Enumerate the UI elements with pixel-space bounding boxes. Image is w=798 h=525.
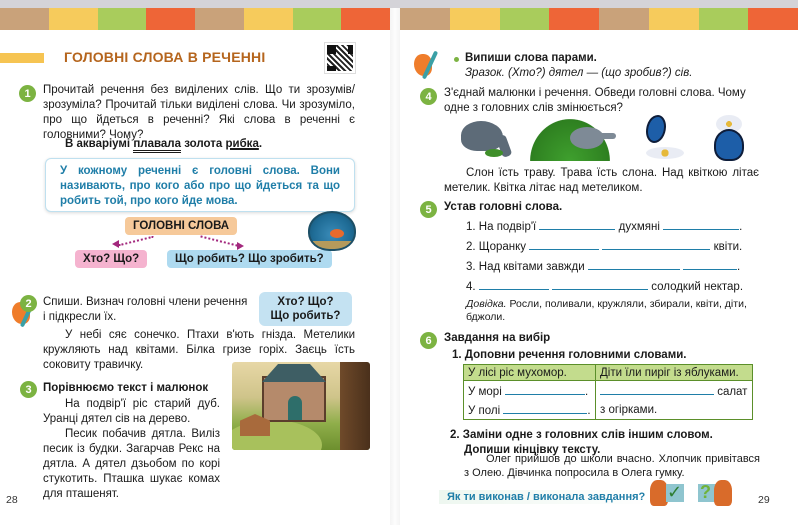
table-cell-text: салат (717, 386, 748, 398)
task-6-instruction: Завдання на вибір (444, 332, 551, 344)
fish-icon (330, 229, 344, 238)
oak-tree-icon (340, 362, 370, 450)
example-middle: золота (181, 138, 226, 150)
left-color-stripe (0, 8, 390, 30)
answer-blank[interactable] (602, 238, 710, 250)
line-text: солодкий нектар. (651, 281, 744, 293)
table-cell-text: У морі (468, 386, 502, 398)
task-3-para-1: На подвір'ї ріс старий дуб. Уранці дятел сів на дерево. (43, 398, 220, 425)
question-icon[interactable]: ? (696, 480, 740, 506)
right-color-stripe (400, 8, 798, 30)
bullet-icon (454, 57, 459, 62)
line-text: духмяні (618, 221, 660, 233)
hint-label: Довідка. (466, 298, 507, 310)
task-3-badge: 3 (20, 381, 37, 398)
arrowhead-left-icon (112, 240, 119, 248)
task-3-para-2: Песик побачив дятла. Виліз песик із будки. Загарчав Рекс на дятла. А дятел дзьобом по корі стукотить. Пташка шукає комах для пташенят. (43, 428, 220, 500)
page-title: ГОЛОВНІ СЛОВА В РЕЧЕННІ (64, 49, 266, 65)
answer-blank[interactable] (529, 238, 599, 250)
writing-task-icon (414, 50, 438, 82)
task-5-line-4 (466, 278, 756, 295)
line-text: Над квітами завжди (478, 261, 585, 273)
answer-blank[interactable] (663, 218, 739, 230)
write-pairs-sample (465, 66, 692, 81)
example-predicate: плавала (133, 138, 181, 153)
fishbowl-illustration (308, 211, 356, 251)
answer-blank[interactable] (683, 258, 737, 270)
completion-table (463, 364, 753, 420)
sample-text: (Хто?) дятел — (що зробив?) сів. (504, 67, 693, 79)
line-number: 3. (466, 261, 476, 273)
task-1-badge: 1 (19, 85, 36, 102)
task-1-instruction: Прочитай речення без виділених слів. Що ти зрозумів/зрозуміла? Прочитай тільки виділені слова. Чи зрозуміло, про що йдеться в реченні? Які слова в реченні є головними? Чому? (43, 84, 355, 141)
example-subject: рибка (225, 138, 259, 150)
hint-line-2: Що робить? (270, 310, 341, 322)
line-text: квіти. (713, 241, 743, 253)
flower-over-butterfly-picture[interactable] (710, 115, 750, 163)
answer-blank[interactable] (505, 383, 585, 395)
task-4-text: Слон їсть траву. Трава їсть слона. Над квіткою літає метелик. Квітка літає над метеликом. (444, 167, 759, 194)
task-1-example (65, 137, 262, 152)
task-6-text: Олег прийшов до школи вчасно. Хлопчик привітався з Олею. Дівчинка попросила в Олега гумку. (464, 453, 760, 479)
task-2-text: У небі сяє сонечко. Птахи в'ють гнізда. Метелики кружляють над квітами. Білка гризе горіх. Заєць їсть соковиту травичку. (43, 329, 355, 371)
task-5-line-3 (466, 258, 756, 275)
check-icon[interactable]: ✓ (650, 480, 694, 506)
task-6-sub-1: 1. Доповни речення головними словами. (452, 349, 687, 361)
sample-label: Зразок. (465, 67, 505, 79)
table-header: Діти їли пиріг із яблуками. (595, 365, 752, 381)
task-4-badge: 4 (420, 88, 437, 105)
left-page (0, 30, 390, 525)
predicate-questions: Що робить? Що зробить? (167, 250, 332, 268)
table-row: У морі . салат (464, 381, 753, 401)
line-text: . (739, 221, 743, 233)
self-check-label: Як ти виконав / виконала завдання? (439, 490, 653, 504)
line-number: 1. (466, 221, 476, 233)
line-text: . (737, 261, 741, 273)
book-gutter (390, 8, 400, 525)
task-2-badge: 2 (20, 295, 37, 312)
arrowhead-right-icon (237, 242, 244, 250)
butterfly-over-flower-picture[interactable] (640, 115, 690, 161)
task-5-instruction: Устав головні слова. (444, 201, 563, 213)
task-2-instruction: Спиши. Визнач головні члени речення і підкресли їх. (43, 296, 248, 323)
main-words-label: ГОЛОВНІ СЛОВА (125, 217, 237, 235)
task-5-line-2 (466, 238, 756, 255)
task-4-instruction: З'єднай малюнки і речення. Обведи головні слова. Чому одне з головних слів змінюється? (444, 87, 746, 114)
grass-eating-elephant-picture[interactable] (530, 115, 622, 161)
answer-blank[interactable] (479, 278, 549, 290)
task-6-sub-2: 2. Заміни одне з головних слів іншим словом. Допиши кінцівку тексту. (450, 429, 713, 456)
example-prefix: В акваріумі (65, 138, 134, 150)
write-pairs-instruction: Випиши слова парами. (465, 52, 597, 64)
page-number-left: 28 (6, 494, 18, 506)
subject-questions: Хто? Що? (75, 250, 147, 268)
line-text: Щоранку (478, 241, 527, 253)
task-4-pictures (455, 115, 745, 163)
example-suffix: . (258, 138, 263, 150)
task-6-badge: 6 (420, 332, 437, 349)
table-row: У полі . з огірками. (464, 400, 753, 420)
task-3-instruction: Порівнюємо текст і малюнок (43, 382, 209, 394)
yard-illustration (232, 362, 370, 450)
task-5-hint (466, 298, 761, 324)
answer-blank[interactable] (539, 218, 615, 230)
hint-line-1: Хто? Що? (277, 296, 334, 308)
rule-box: У кожному реченні є головні слова. Вони називають, про кого або про що йдеться та що робить той, про кого йде мова. (45, 158, 355, 212)
title-accent-bar (0, 53, 44, 63)
qr-code-icon[interactable] (325, 43, 355, 73)
task-5-line-1 (466, 218, 756, 235)
question-hint-box (259, 292, 352, 326)
scan-top-edge (0, 0, 798, 8)
hint-text: Росли, поливали, кружляли, збирали, квіти, діти, бджоли. (466, 298, 747, 323)
task-5-badge: 5 (420, 201, 437, 218)
dotted-arrow-left (118, 236, 153, 247)
answer-blank[interactable] (600, 383, 714, 395)
table-cell-text: з огірками. (599, 403, 658, 416)
table-header: У лісі ріс мухомор. (464, 365, 596, 381)
page-number-right: 29 (758, 494, 770, 506)
table-cell-text: У полі (468, 405, 501, 417)
answer-blank[interactable] (552, 278, 648, 290)
line-number: 2. (466, 241, 476, 253)
answer-blank[interactable] (503, 402, 587, 414)
line-number: 4. (466, 281, 476, 293)
answer-blank[interactable] (588, 258, 680, 270)
line-text: На подвір'ї (478, 221, 537, 233)
elephant-eating-grass-picture[interactable] (455, 115, 513, 160)
dotted-arrow-right (200, 235, 237, 246)
